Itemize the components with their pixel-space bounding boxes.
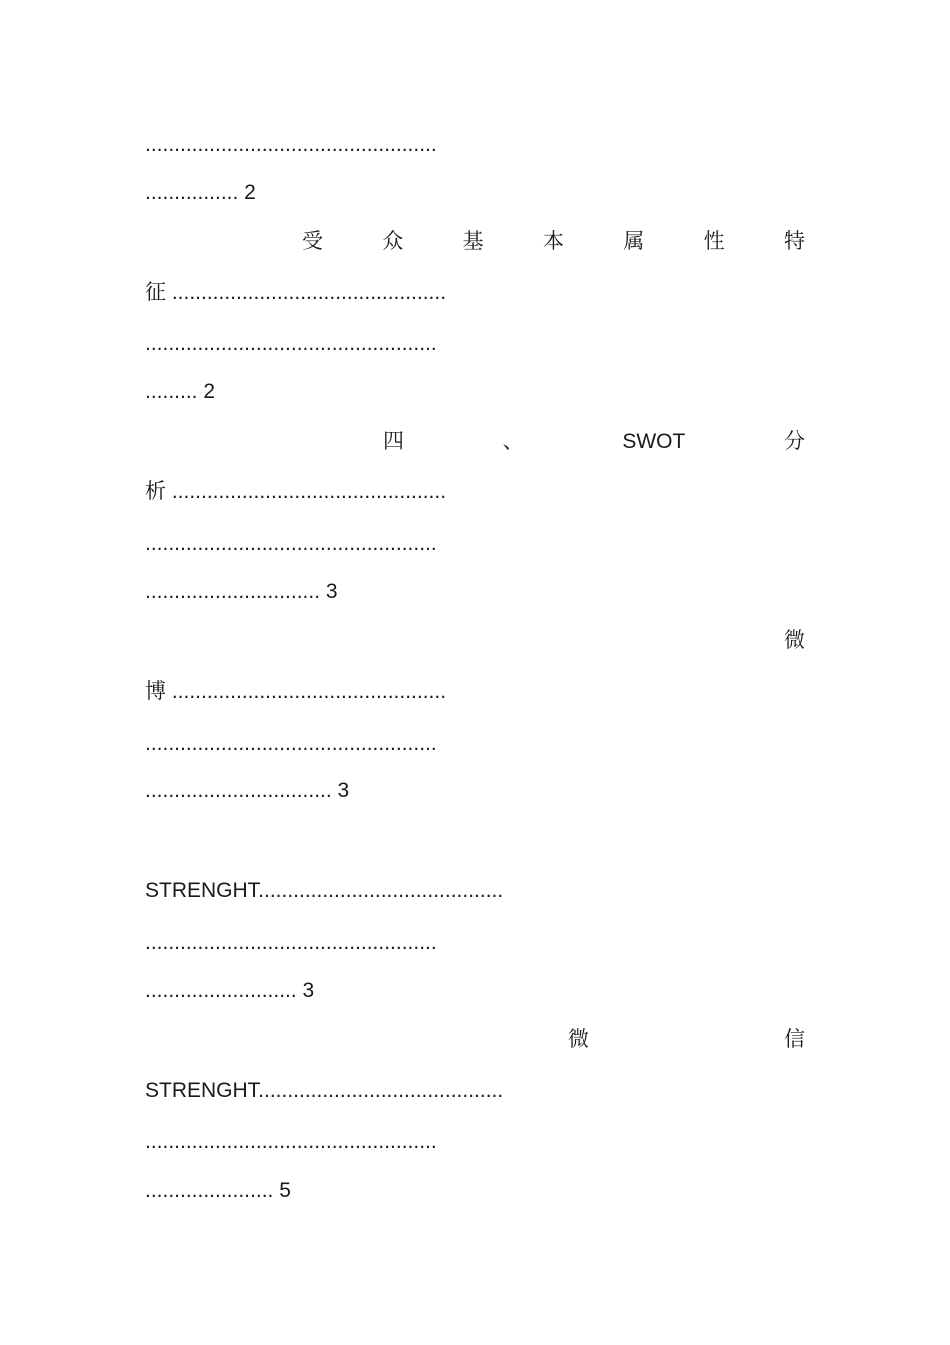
toc-leader-line: .................................................. [145, 332, 437, 355]
toc-leader-line: 征 ............................................... [145, 281, 447, 304]
heading-char: 众 [382, 230, 404, 253]
toc-page-number-line: ................................ 3 [145, 779, 350, 802]
toc-page-number-line: .......................... 3 [145, 979, 315, 1002]
toc-heading-weixin [568, 1025, 805, 1055]
toc-leader-line: .................................................. [145, 532, 437, 555]
heading-char: 四 [383, 430, 404, 453]
heading-char: 信 [784, 1028, 805, 1051]
heading-char: 微 [568, 1028, 589, 1051]
toc-leader-line: 析 ............................................... [145, 480, 447, 503]
toc-leader-line: .................................................. [145, 133, 437, 156]
heading-char: 属 [623, 230, 645, 253]
toc-leader-line: 博 ............................................... [145, 680, 447, 703]
toc-heading-weibo: 微 [784, 629, 805, 652]
heading-char: 性 [703, 230, 725, 253]
heading-char: 、 [502, 430, 524, 453]
toc-page-number-line: ...................... 5 [145, 1179, 291, 1202]
heading-char: SWOT [622, 430, 686, 453]
toc-leader-line: .................................................. [145, 1130, 437, 1153]
heading-char: 分 [783, 430, 805, 453]
toc-leader-line: STRENGHT.......................................... [145, 879, 504, 902]
heading-char: 受 [302, 230, 323, 253]
toc-page-number-line: ................ 2 [145, 181, 256, 204]
toc-heading-audience [302, 227, 805, 257]
toc-leader-line: .................................................. [145, 732, 437, 755]
toc-page-number-line: ......... 2 [145, 380, 216, 403]
toc-heading-swot [383, 427, 805, 457]
toc-leader-line: .................................................. [145, 931, 437, 954]
toc-page-number-line: .............................. 3 [145, 580, 338, 603]
heading-char: 基 [462, 230, 484, 253]
heading-char: 本 [542, 230, 564, 253]
toc-leader-line: STRENGHT.......................................... [145, 1079, 504, 1102]
heading-char: 特 [783, 230, 805, 253]
